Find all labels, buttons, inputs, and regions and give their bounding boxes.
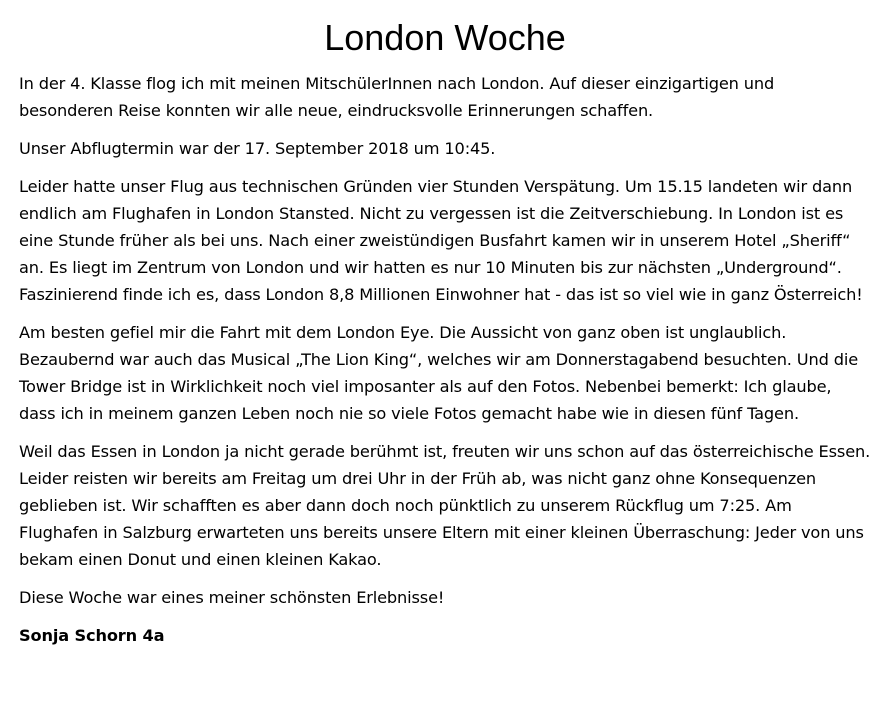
author-signature: Sonja Schorn 4a bbox=[19, 626, 165, 645]
paragraph-intro: In der 4. Klasse flog ich mit meinen MitschülerInnen nach London. Auf dieser einzigartigen und besonderen Reise konnten wir alle neue, eindrucksvolle Erinnerungen schaffen. bbox=[19, 74, 775, 120]
paragraph-departure: Unser Abflugtermin war der 17. September 2018 um 10:45. bbox=[19, 139, 496, 158]
document-title: London Woche bbox=[324, 17, 566, 58]
paragraph-return: Weil das Essen in London ja nicht gerade berühmt ist, freuten wir uns schon auf das österreichische Essen. Leider reisten wir bereits am Freitag um drei Uhr in der Früh ab, was nicht ganz ohne Konsequenzen geblieben ist. Wir schafften es aber dann doch noch pünktlich zu unserem Rückflug um 7:25. Am Flughafen in Salzburg erwarteten uns bereits unsere Eltern mit einer kleinen Überraschung: Jeder von uns bekam einen Donut und einen kleinen Kakao. bbox=[19, 442, 871, 569]
paragraph-conclusion: Diese Woche war eines meiner schönsten Erlebnisse! bbox=[19, 588, 445, 607]
document-page bbox=[19, 0, 871, 660]
paragraph-arrival: Leider hatte unser Flug aus technischen Gründen vier Stunden Verspätung. Um 15.15 landeten wir dann endlich am Flughafen in London Stansted. Nicht zu vergessen ist die Zeitverschiebung. In London ist es eine Stunde früher als bei uns. Nach einer zweistündigen Busfahrt kamen wir in unserem Hotel „Sheriff“ an. Es liegt im Zentrum von London und wir hatten es nur 10 Minuten bis zur nächsten „Underground“. Faszinierend finde ich es, dass London 8,8 Millionen Einwohner hat - das ist so viel wie in ganz Österreich! bbox=[19, 177, 863, 304]
paragraph-highlights: Am besten gefiel mir die Fahrt mit dem London Eye. Die Aussicht von ganz oben ist unglaublich. Bezaubernd war auch das Musical „The Lion King“, welches wir am Donnerstagabend besuchten. Und die Tower Bridge ist in Wirklichkeit noch viel imposanter als auf den Fotos. Nebenbei bemerkt: Ich glaube, dass ich in meinem ganzen Leben noch nie so viele Fotos gemacht habe wie in diesen fünf Tagen. bbox=[19, 323, 858, 423]
